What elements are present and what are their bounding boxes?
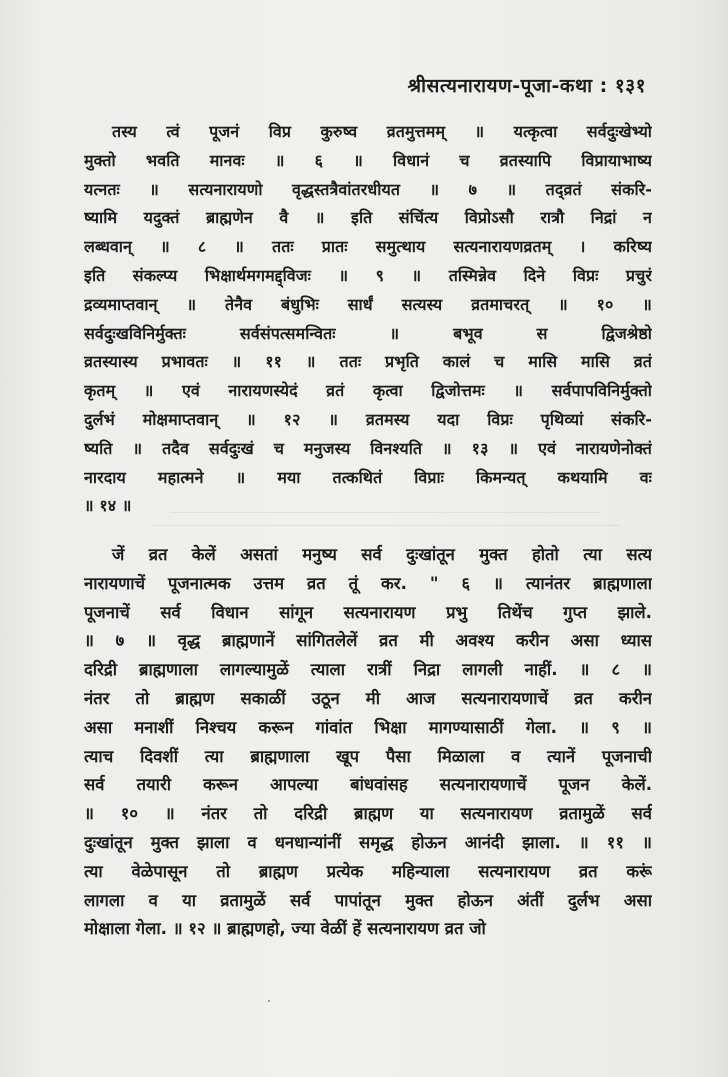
marathi-line: ॥ १० ॥ नंतर तो दरिद्री ब्राह्मण या सत्यनारायण व्रतामुळें सर्व [84,804,652,824]
sanskrit-line: लब्धवान् ॥ ८ ॥ ततः प्रातः समुत्थाय सत्यनारायणव्रतम् । करिष्य [84,237,652,257]
marathi-line: सर्व तयारी करून आपल्या बांधवांसह सत्यनारायणाचें पूजन केलें. [84,775,652,795]
sanskrit-line: दुर्लभं मोक्षमाप्तवान् ॥ १२ ॥ व्रतमस्य यदा विप्रः पृथिव्यां संकरि- [84,409,652,429]
sanskrit-line: ष्यति ॥ तदैव सर्वदुःखं च मनुजस्य विनश्यति ॥ १३ ॥ एवं नारायणेनोक्तं [84,438,652,458]
marathi-line: मोक्षाला गेला. ॥ १२ ॥ ब्राह्मणहो, ज्या वेळीं हें सत्यनारायण व्रत जो [84,919,486,939]
bleed-through-mark [150,525,620,526]
marathi-line: लागला व या व्रतामुळें सर्व पापांतून मुक्त होऊन अंतीं दुर्लभ असा [84,890,652,910]
marathi-translation-block [84,541,652,944]
sanskrit-line: तस्य त्वं पूजनं विप्र कुरुष्व व्रतमुत्तमम् ॥ यत्कृत्वा सर्वदुःखेभ्यो [112,122,652,141]
bleed-through-mark [170,512,600,513]
sanskrit-verse-block [84,118,652,521]
marathi-line: पूजनाचें सर्व विधान सांगून सत्यनारायण प्रभु तिथेंच गुप्त झाले. [84,602,652,622]
marathi-line: नंतर तो ब्राह्मण सकाळीं उठून मी आज सत्यनारायणाचें व्रत करीन [84,688,652,708]
sanskrit-line: इति संकल्प्य भिक्षार्थमगमद्द्विजः ॥ ९ ॥ तस्मिन्नेव दिने विप्रः प्रचुरं [84,265,652,285]
marathi-line: दुःखांतून मुक्त झाला व धनधान्यांनीं समृद्ध होऊन आनंदी झाला. ॥ ११ ॥ [84,832,652,852]
sanskrit-line: मुक्तो भवति मानवः ॥ ६ ॥ विधानं च व्रतस्यापि विप्रायाभाष्य [84,150,652,170]
marathi-line: त्याच दिवशीं त्या ब्राह्मणाला खूप पैसा मिळाला व त्यानें पूजनाची [84,746,652,766]
sanskrit-line: सर्वदुःखविनिर्मुक्तः सर्वसंपत्समन्वितः ॥ बभूव स द्विजश्रेष्ठो [84,323,652,343]
marathi-line: असा मनाशीं निश्चय करून गांवांत भिक्षा मागण्यासाठीं गेला. ॥ ९ ॥ [84,717,652,737]
marathi-line: दरिद्री ब्राह्मणाला लागल्यामुळें त्याला रात्रीं निद्रा लागली नाहीं. ॥ ८ ॥ [84,660,652,680]
paper-speck [268,1000,270,1002]
sanskrit-line: ष्यामि यदुक्तं ब्राह्मणेन वै ॥ इति संचिंत्य विप्रोऽसौ रात्रौ निद्रां न [84,208,652,228]
marathi-line: जें व्रत केलें असतां मनुष्य सर्व दुःखांतून मुक्त होतो त्या सत्य [112,545,652,564]
marathi-line: ॥ ७ ॥ वृद्ध ब्राह्मणानें सांगितलेलें व्रत मी अवश्य करीन असा ध्यास [84,631,652,651]
page-header: श्रीसत्यनारायण-पूजा-कथा : १३१ [407,75,646,97]
sanskrit-line: यत्नतः ॥ सत्यनारायणो वृद्धस्तत्रैवांतरधीयत ॥ ७ ॥ तद्व्रतं संकरि- [84,179,652,199]
sanskrit-line: ॥ १४ ॥ [84,496,132,516]
sanskrit-line: द्रव्यमाप्तवान् ॥ तेनैव बंधुभिः सार्धं सत्यस्य व्रतमाचरत् ॥ १० ॥ [84,294,652,314]
marathi-line: नारायणाचें पूजनात्मक उत्तम व्रत तूं कर. " ६ ॥ त्यानंतर ब्राह्मणाला [84,573,652,593]
marathi-line: त्या वेळेपासून तो ब्राह्मण प्रत्येक महिन्याला सत्यनारायण व्रत करूं [84,861,652,881]
sanskrit-line: व्रतस्यास्य प्रभावतः ॥ ११ ॥ ततः प्रभृति कालं च मासि मासि व्रतं [84,352,652,372]
sanskrit-line: नारदाय महात्मने ॥ मया तत्कथितं विप्राः किमन्यत् कथयामि वः [84,467,652,487]
sanskrit-line: कृतम् ॥ एवं नारायणस्येदं व्रतं कृत्वा द्विजोत्तमः ॥ सर्वपापविनिर्मुक्तो [84,381,652,401]
